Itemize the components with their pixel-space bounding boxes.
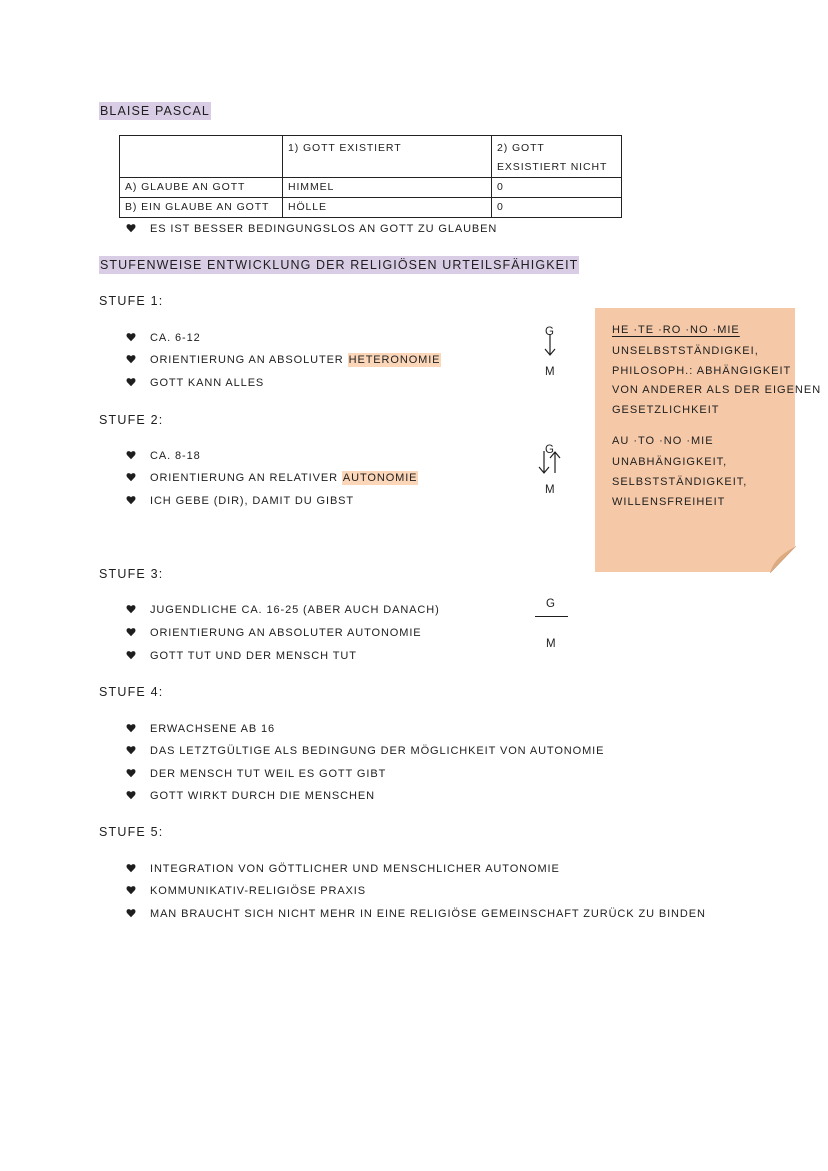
diagram-3-g-label: G <box>546 598 556 610</box>
note-definition-line: PHILOSOPH.: ABHÄNGIGKEIT <box>612 365 792 377</box>
stufe-3-title: STUFE 3: <box>99 567 164 581</box>
table-header-row <box>120 136 622 178</box>
heart-bullet-icon <box>126 354 136 364</box>
note-definition-line: WILLENSFREIHEIT <box>612 496 726 508</box>
list-item: ERWACHSENE AB 16 <box>126 723 275 735</box>
list-item: ORIENTIERUNG AN RELATIVER AUTONOMIE <box>126 472 418 484</box>
list-item: CA. 8-18 <box>126 450 201 462</box>
stufe-1-title: STUFE 1: <box>99 294 164 308</box>
stufe-2-title: STUFE 2: <box>99 413 164 427</box>
pascal-wager-table <box>119 135 622 218</box>
note-definition-line: GESETZLICHKEIT <box>612 404 720 416</box>
arrow-down-icon <box>543 332 557 358</box>
heart-bullet-icon <box>126 790 136 800</box>
note-definition-line: UNSELBSTSTÄNDIGKEI, <box>612 345 759 357</box>
table-cell: 0 <box>492 198 622 218</box>
table-cell: HÖLLE <box>283 198 492 218</box>
heart-bullet-icon <box>126 885 136 895</box>
table-header-cell: 1) GOTT EXISTIERT <box>283 136 492 178</box>
diagram-1-m-label: M <box>545 366 556 378</box>
table-cell: 0 <box>492 178 622 198</box>
list-item: GOTT TUT UND DER MENSCH TUT <box>126 650 357 662</box>
diagram-3-m-label: M <box>546 638 557 650</box>
heart-bullet-icon <box>126 650 136 660</box>
heart-bullet-icon <box>126 377 136 387</box>
table-cell: B) EIN GLAUBE AN GOTT <box>120 198 283 218</box>
heart-bullet-icon <box>126 627 136 637</box>
table-row <box>120 198 622 218</box>
highlight-autonomie: AUTONOMIE <box>342 472 418 484</box>
list-item: ES IST BESSER BEDINGUNGSLOS AN GOTT ZU GLAUBEN <box>126 223 497 235</box>
table-header-cell <box>120 136 283 178</box>
stufe-5-title: STUFE 5: <box>99 825 164 839</box>
heart-bullet-icon <box>126 723 136 733</box>
list-item: ORIENTIERUNG AN ABSOLUTER AUTONOMIE <box>126 627 422 639</box>
heart-bullet-icon <box>126 863 136 873</box>
heart-bullet-icon <box>126 472 136 482</box>
heart-bullet-icon <box>126 908 136 918</box>
table-row <box>120 178 622 198</box>
diagram-1-g-label: G <box>545 326 555 338</box>
list-item: ICH GEBE (DIR), DAMIT DU GIBST <box>126 495 354 507</box>
page-curl-icon <box>770 546 796 573</box>
heart-bullet-icon <box>126 332 136 342</box>
list-item: GOTT KANN ALLES <box>126 377 264 389</box>
fraction-line <box>535 616 568 617</box>
list-item: MAN BRAUCHT SICH NICHT MEHR IN EINE RELIGIÖSE GEMEINSCHAFT ZURÜCK ZU BINDEN <box>126 908 706 920</box>
heart-bullet-icon <box>126 495 136 505</box>
pascal-title: BLAISE PASCAL <box>100 104 210 118</box>
arrows-up-down-icon <box>536 448 564 476</box>
note-term-autonomie: AU ·TO ·NO ·MIE <box>612 435 714 447</box>
heart-bullet-icon <box>126 223 136 233</box>
list-item: CA. 6-12 <box>126 332 201 344</box>
section-title: STUFENWEISE ENTWICKLUNG DER RELIGIÖSEN URTEILSFÄHIGKEIT <box>100 258 579 272</box>
note-definition-line: VON ANDERER ALS DER EIGENEN <box>612 384 822 396</box>
highlight-heteronomie: HETERONOMIE <box>348 354 441 366</box>
diagram-2-g-label: G <box>545 444 555 456</box>
list-item: INTEGRATION VON GÖTTLICHER UND MENSCHLICHER AUTONOMIE <box>126 863 560 875</box>
list-item: GOTT WIRKT DURCH DIE MENSCHEN <box>126 790 375 802</box>
note-definition-line: UNABHÄNGIGKEIT, <box>612 456 728 468</box>
note-term-heteronomie: HE ·TE ·RO ·NO ·MIE <box>612 324 740 336</box>
table-cell: HIMMEL <box>283 178 492 198</box>
stufe-4-title: STUFE 4: <box>99 685 164 699</box>
list-item: DAS LETZTGÜLTIGE ALS BEDINGUNG DER MÖGLICHKEIT VON AUTONOMIE <box>126 745 604 757</box>
heart-bullet-icon <box>126 768 136 778</box>
diagram-2-m-label: M <box>545 484 556 496</box>
list-item: DER MENSCH TUT WEIL ES GOTT GIBT <box>126 768 386 780</box>
heart-bullet-icon <box>126 450 136 460</box>
table-cell: A) GLAUBE AN GOTT <box>120 178 283 198</box>
list-item: ORIENTIERUNG AN ABSOLUTER HETERONOMIE <box>126 354 441 366</box>
heart-bullet-icon <box>126 604 136 614</box>
list-item: JUGENDLICHE CA. 16-25 (ABER AUCH DANACH) <box>126 604 440 616</box>
note-definition-line: SELBSTSTÄNDIGKEIT, <box>612 476 748 488</box>
table-header-cell: 2) GOTT EXSISTIERT NICHT <box>492 136 622 178</box>
list-item: KOMMUNIKATIV-RELIGIÖSE PRAXIS <box>126 885 366 897</box>
heart-bullet-icon <box>126 745 136 755</box>
